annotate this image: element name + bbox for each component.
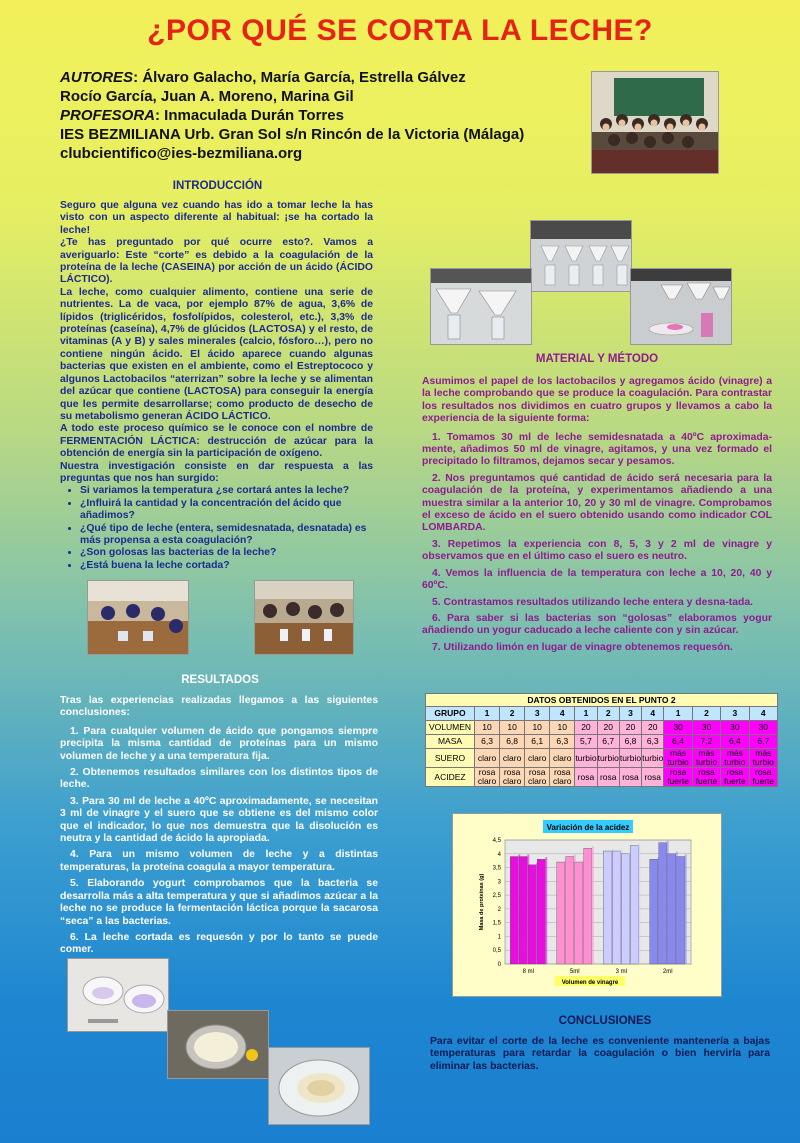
table-cell: más turbio (749, 749, 777, 768)
chart-bar-side (545, 857, 547, 964)
table-cell: claro (550, 749, 575, 768)
chart-bar (557, 862, 565, 964)
email-line[interactable]: clubcientifico@ies-bezmiliana.org (60, 145, 303, 162)
table-row (426, 749, 778, 768)
table-row (426, 721, 778, 735)
conclusions-title: CONCLUSIONES (558, 1015, 652, 1027)
funnels-photo-left (430, 268, 532, 345)
cheese-photo-1 (67, 958, 169, 1032)
classroom-photo-right (254, 580, 354, 655)
chart-bar (650, 859, 658, 964)
chart-bar (677, 857, 685, 964)
y-tick-label: 1 (497, 934, 501, 941)
results-body (60, 695, 378, 961)
table-cell: 7,2 (692, 735, 720, 749)
cheese-photo-2 (167, 1010, 269, 1079)
chart-bar (659, 843, 667, 964)
table-cell: 10 (500, 721, 525, 735)
chart-title: Variación de la acidez (546, 823, 630, 832)
chart-bar-side (638, 844, 640, 964)
question-item: • Si variamos la temperatura ¿se cortará antes la leche? (80, 485, 373, 497)
table-cell: rosa claro (550, 768, 575, 787)
table-cell: rosa claro (475, 768, 500, 787)
intro-title: INTRODUCCIÓN (172, 180, 263, 192)
method-step: 1. Tomamos 30 ml de leche semidesnatada a 40ºC aproximada-mente, añadimos 50 ml de vinagre, agitamos, y una vez formado el precipitado lo filtramos, dejamos secar y pesamos. (422, 431, 772, 468)
chart-bar (510, 857, 518, 964)
chart-bar (584, 848, 592, 964)
table-cell: 20 (575, 721, 597, 735)
table-cell: 6,4 (664, 735, 692, 749)
result-item: 2. Obtenemos resultados similares con los distintos tipos de leche. (60, 767, 378, 791)
table-cell: rosa claro (525, 768, 550, 787)
table-cell: claro (525, 749, 550, 768)
y-tick-label: 4 (497, 851, 501, 858)
table-cell: 4 (550, 707, 575, 721)
table-cell: 1 (664, 707, 692, 721)
table-cell: 3 (721, 707, 749, 721)
table-cell: turbio (619, 749, 641, 768)
table-cell: 2 (597, 707, 619, 721)
table-cell: 6,8 (619, 735, 641, 749)
table-cell: rosa (642, 768, 664, 787)
y-axis-label: Masa de proteínas (g) (479, 873, 485, 931)
results-intro: Tras las experiencias realizadas llegamos a las siguientes conclusiones: (60, 695, 378, 719)
table-cell: rosa claro (500, 768, 525, 787)
table-cell: 10 (525, 721, 550, 735)
y-tick-label: 2,5 (492, 893, 501, 900)
table-cell: 6,3 (550, 735, 575, 749)
table-cell: rosa (597, 768, 619, 787)
x-tick-label: 2ml (662, 969, 673, 975)
chart-bar (603, 851, 611, 964)
cheese-photo-3 (268, 1047, 370, 1125)
table-cell: 5,7 (575, 735, 597, 749)
chart-bar (519, 857, 527, 964)
question-item: • ¿Qué tipo de leche (entera, semidesnatada, desnatada) es más propensa a esta coagulación? (80, 523, 373, 548)
table-cell: 30 (664, 721, 692, 735)
table-cell: más turbio (664, 749, 692, 768)
authors-block (60, 68, 580, 163)
table-cell: más turbio (721, 749, 749, 768)
table-cell: 4 (642, 707, 664, 721)
questions-list (60, 485, 373, 572)
table-cell: 1 (475, 707, 500, 721)
method-body (422, 376, 772, 658)
result-item: 3. Para 30 ml de leche a 40ºC aproximadamente, se necesitan 3 ml de vinagre y el suero que se obtiene es del mismo color que el indicador, lo que nos demuestra que la disolución es neutra y la cantidad de ácido la apropiada. (60, 795, 378, 845)
chart-bar (566, 857, 574, 964)
chart-bar (621, 854, 629, 964)
intro-paragraph: ¿Te has preguntado por qué ocurre esto?. Vamos a averiguarlo: Este “corte” es debido a la coagulación de la proteína de la leche (CASEINA) por acción de un ácido (ÁCIDO LÁCTICO). (60, 237, 373, 286)
chart-bar-side (685, 855, 687, 964)
method-intro: Asumimos el papel de los lactobacilos y agregamos ácido (vinagre) a la leche comprobando que se produce la coagulación. Para contrastar los resultados nos dividimos en cuatro grupos y llevamos a cabo la experiencia de la siguiente forma: (422, 376, 772, 425)
chart-bar (630, 846, 638, 964)
table-cell: 1 (575, 707, 597, 721)
table-row-label: ACIDEZ (426, 768, 475, 787)
table-cell: rosa fuerte (664, 768, 692, 787)
method-step: 3. Repetimos la experiencia con 8, 5, 3 y 2 ml de vinagre y observamos que en el último caso el suero es neutro. (422, 538, 772, 563)
table-caption: DATOS OBTENIDOS EN EL PUNTO 2 (426, 694, 778, 707)
table-cell: rosa fuerte (749, 768, 777, 787)
chart-bar (668, 854, 676, 964)
table-cell: 10 (475, 721, 500, 735)
table-cell: 6,7 (749, 735, 777, 749)
table-row (426, 707, 778, 721)
table-row (426, 735, 778, 749)
method-steps (422, 432, 772, 655)
intro-paragraph: Nuestra investigación consiste en dar respuesta a las preguntas que nos han surgido: (60, 460, 373, 484)
table-cell: turbio (597, 749, 619, 768)
table-cell: claro (475, 749, 500, 768)
method-step: 6. Para saber si las bacterias son “golosas” elaboramos yogur añadiendo un yogur caducado a leche caliente con y sin azúcar. (422, 612, 772, 637)
table-cell: 6,3 (642, 735, 664, 749)
x-tick-label: 8 ml (522, 969, 534, 975)
y-tick-label: 2 (497, 906, 501, 913)
method-step: 5. Contrastamos resultados utilizando leche entera y desna-tada. (432, 596, 754, 608)
funnels-photo-top (530, 220, 632, 292)
table-body (426, 707, 778, 787)
result-item: 1. Para cualquier volumen de ácido que pongamos siempre precipita la misma cantidad de proteínas para un mismo volumen de leche y a una temperatura fija. (60, 725, 378, 762)
table-cell: 2 (500, 707, 525, 721)
table-cell: rosa (575, 768, 597, 787)
table-cell: 4 (749, 707, 777, 721)
conclusions-text: Para evitar el corte de la leche es conveniente mantenería a bajas temperaturas para retardar la coagulación o bien hervirla para eliminar las bacterias. (430, 1036, 770, 1072)
result-item: 6. La leche cortada es requesón y por lo tanto se puede comer. (60, 931, 378, 956)
group-photo (591, 71, 719, 174)
table-row (426, 768, 778, 787)
intro-paragraph: A todo este proceso químico se le conoce con el nombre de FERMENTACIÓN LÁCTICA: destrucción de azúcar para la obtención de energía sin la participación de oxígeno. (60, 423, 373, 460)
table-cell: rosa (619, 768, 641, 787)
table-row-label: MASA (426, 735, 475, 749)
table-cell: 3 (525, 707, 550, 721)
question-item: • ¿Está buena la leche cortada? (80, 560, 373, 572)
poster-title: ¿POR QUÉ SE CORTA LA LECHE? (147, 14, 653, 47)
y-tick-label: 1,5 (492, 920, 501, 927)
acidity-chart (452, 813, 722, 997)
table-cell: 6,8 (500, 735, 525, 749)
y-tick-label: 3 (497, 879, 501, 886)
conclusions-body (430, 1036, 770, 1073)
table-cell: 20 (597, 721, 619, 735)
question-item: • ¿Son golosas las bacterias de la leche? (80, 547, 373, 559)
data-table (425, 693, 778, 787)
question-item: • ¿Influirá la cantidad y la concentración del ácido que añadimos? (80, 498, 373, 523)
x-axis-label: Volumen de vinagre (561, 980, 619, 986)
result-item: 4. Para un mismo volumen de leche y a distintas temperaturas, la proteína coagula a mayor temperatura. (60, 849, 378, 873)
funnels-photo-right (630, 268, 732, 345)
y-tick-label: 0,5 (492, 948, 501, 955)
x-tick-label: 3 ml (615, 969, 627, 975)
table-cell: turbio (642, 749, 664, 768)
authors-line2: Rocío García, Juan A. Moreno, Marina Gil (60, 88, 354, 105)
table-row-label: GRUPO (426, 707, 475, 721)
table-cell: 3 (619, 707, 641, 721)
intro-paragraph: Seguro que alguna vez cuando has ido a tomar leche la has visto con un aspecto diferente al habitual: ¡se ha cortado la leche! (60, 200, 373, 236)
method-step: 2. Nos preguntamos qué cantidad de ácido será necesaria para la coagulación de la proteína, y experimentamos añadiendo a una muestra similar a la anterior 10, 20 y 30 ml de vinagre. Comprobamos el exceso de ácido en el suero obtenido usando como indicador COL LOMBARDA. (422, 472, 772, 534)
result-item: 5. Elaborando yogurt comprobamos que la bacteria se desarrolla más a alta temperatura y que si añadimos azúcar a la leche no se produce la fermentación láctica porque la sacarosa “seca” a las bacterias. (60, 878, 378, 927)
table-cell: más turbio (692, 749, 720, 768)
school-line: IES BEZMILIANA Urb. Gran Sol s/n Rincón de la Victoria (Málaga) (60, 126, 525, 143)
chart-bar-side (592, 846, 594, 964)
table-cell: rosa fuerte (721, 768, 749, 787)
table-cell: 30 (749, 721, 777, 735)
y-tick-label: 4,5 (492, 838, 501, 844)
table-cell: 20 (642, 721, 664, 735)
teacher-line: PROFESORA: Inmaculada Durán Torres (60, 107, 344, 124)
table-cell: claro (500, 749, 525, 768)
table-row-label: VOLUMEN (426, 721, 475, 735)
table-cell: 6,7 (597, 735, 619, 749)
x-tick-label: 5ml (569, 969, 580, 975)
authors-line1: AUTORES: Álvaro Galacho, María García, Estrella Gálvez (60, 69, 466, 86)
chart-bar (537, 859, 545, 964)
results-title: RESULTADOS (181, 674, 259, 686)
chart-svg (453, 814, 721, 996)
table-cell: 10 (550, 721, 575, 735)
intro-body (60, 200, 373, 572)
method-step: 7. Utilizando limón en lugar de vinagre obtenemos requesón. (432, 641, 733, 653)
table-cell: rosa fuerte (692, 768, 720, 787)
table-cell: turbio (575, 749, 597, 768)
table-cell: 30 (692, 721, 720, 735)
table-cell: 20 (619, 721, 641, 735)
table-cell: 6,4 (721, 735, 749, 749)
y-tick-label: 0 (497, 962, 501, 968)
method-title: MATERIAL Y MÉTODO (535, 353, 659, 365)
classroom-photo-left (87, 580, 189, 655)
method-step: 4. Vemos la influencia de la temperatura con leche a 10, 20, 40 y 60ºC. (422, 567, 772, 592)
chart-bar (528, 865, 536, 964)
table-cell: 6,1 (525, 735, 550, 749)
table-cell: 2 (692, 707, 720, 721)
table-cell: 30 (721, 721, 749, 735)
chart-bar (575, 862, 583, 964)
table-row-label: SUERO (426, 749, 475, 768)
intro-paragraph: La leche, como cualquier alimento, contiene una serie de nutrientes. La de vaca, por ejemplo 87% de agua, 3,6% de lípidos (triglicéridos, fosfolípidos, colesterol, etc.), 3,3% de proteínas (caseína), 4,7% de glúcidos (LACTOSA) y el resto, de vitaminas (A y B) y sales minerales (calcio, fósforo…), pero no contiene ningún ácido. El ácido aparece cuando algunas bacterias que existen en el ambiente, como el Estreptococo y algunos Lactobacilos “aterrizan” sobre la leche y se alimentan del azúcar que contiene (LACTOSA) para conseguir la energía que les permite desarrollarse; como producto de desecho de su metabolismo generan ÁCIDO LÁCTICO. (60, 286, 373, 422)
chart-bar (612, 851, 620, 964)
table-cell: 6,3 (475, 735, 500, 749)
results-list (60, 726, 378, 957)
y-tick-label: 3,5 (492, 865, 501, 872)
